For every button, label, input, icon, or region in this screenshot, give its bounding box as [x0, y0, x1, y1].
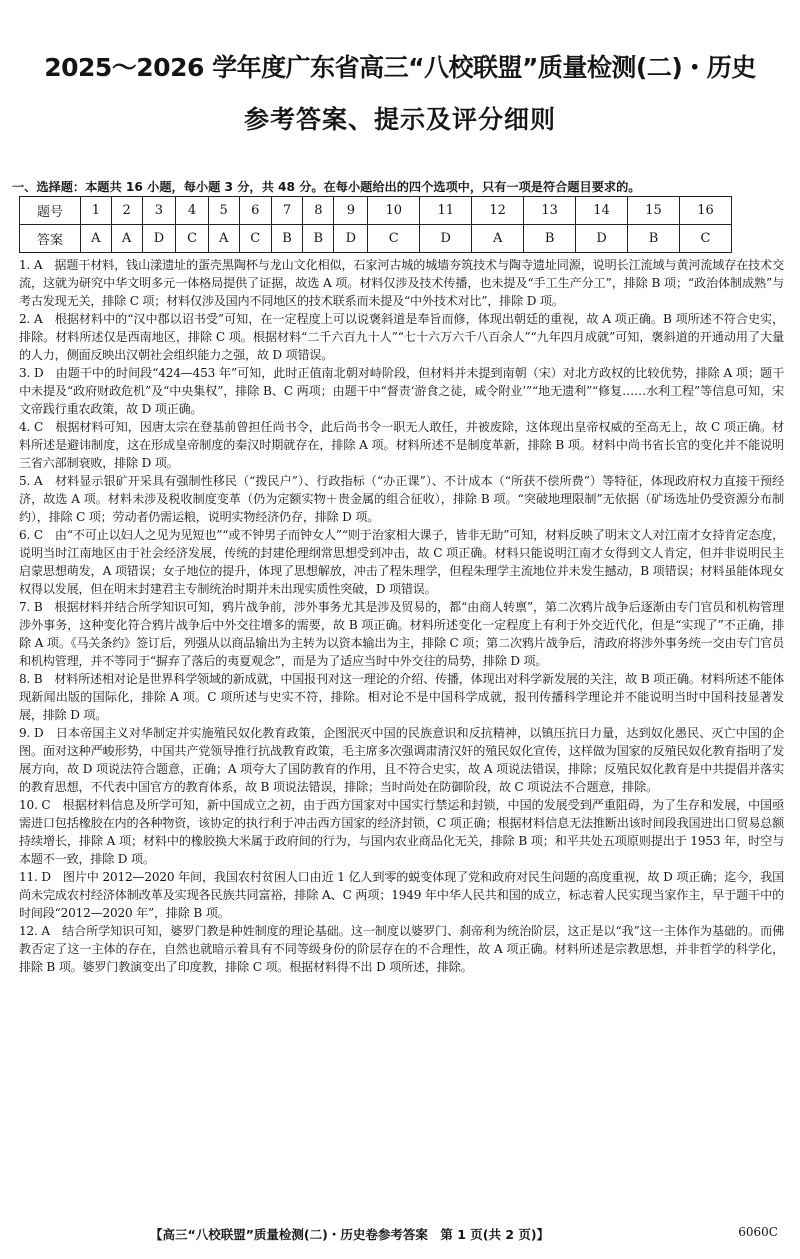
- answer-table-number-row: [20, 197, 732, 225]
- question-number: 16: [679, 197, 731, 225]
- answer-letter: C: [368, 225, 420, 253]
- answer-letter: C: [176, 225, 208, 253]
- question-number: 7: [271, 197, 302, 225]
- question-number: 10: [368, 197, 420, 225]
- question-number: 12: [472, 197, 524, 225]
- page-subtitle: 参考答案、提示及评分细则: [243, 105, 556, 134]
- explanation-item: 8. B 材料所述相对论是世界科学领域的新成就，中国报刊对这一理论的介绍、传播，体现出对科学新发展的关注，故 B 项正确。材料所述不能体现新闻出版的国际化，排除 A 项。C 项所述与史实不符，排除。相对论不是中国科学成就，报刊传播科学理论并不能说明当时中国科技显著发展，排除 D 项。: [19, 672, 784, 722]
- answer-letter: C: [239, 225, 271, 253]
- answer-letter: A: [81, 225, 112, 253]
- explanation-item: 4. C 根据材料可知，因唐太宗在登基前曾担任尚书令，此后尚书令一职无人敢任，并被废除，这体现出皇帝权威的至高无上，故 C 项正确。材料所述是避讳制度，这在形成皇帝制度的秦汉时期就存在，排除 A 项。材料所述不是制度革新，排除 B 项。材料中尚书省长官的变化并不能说明三省六部制衰败，排除 D 项。: [19, 420, 784, 470]
- explanation-item: 10. C 根据材料信息及所学可知，新中国成立之初，由于西方国家对中国实行禁运和封锁，中国的发展受到严重阻碍，为了生存和发展，中国亟需进口包括橡胶在内的各种物资，该协定的执行利于冲击西方国家的经济封锁，C 项正确；根据材料信息无法推断出该时间段我国进出口贸易总额持续增长，排除 A 项；材料中的橡胶换大米属于政府间的行为，与国内农业商品化无关，排除 B 项；和平共处五项原则提出于 1953 年，时空与本题不一致，排除 D 项。: [19, 798, 784, 866]
- page-title: 2025～2026 学年度广东省高三“八校联盟”质量检测(二)・历史: [44, 53, 756, 82]
- answer-table: [19, 196, 732, 253]
- question-number: 15: [628, 197, 680, 225]
- answer-letter: B: [524, 225, 576, 253]
- question-number: 14: [576, 197, 628, 225]
- answer-letter: D: [142, 225, 176, 253]
- answer-letter: A: [208, 225, 239, 253]
- answer-letter: B: [628, 225, 680, 253]
- explanation-item: 1. A 据题干材料，钱山漾遗址的蛋壳黑陶杯与龙山文化相似，石家河古城的城墙夯筑技术与陶寺遗址同源，说明长江流域与黄河流域存在技术交流，这就为研究中华文明多元一体格局提供了证据，故选 A 项。材料仅涉及技术传播，也未提及“手工生产分工”，排除 B 项；“政治体制成熟”与考古发现无关，排除 C 项；材料仅涉及国内不同地区的技术联系而未提及“中外技术对比”，排除 D 项。: [19, 258, 784, 308]
- question-number: 5: [208, 197, 239, 225]
- section-heading: 一、选择题：本题共 16 小题，每小题 3 分，共 48 分。在每小题给出的四个选项中，只有一项是符合题目要求的。: [12, 180, 641, 194]
- paper-code: 6060C: [738, 1225, 778, 1239]
- explanations: [19, 256, 784, 976]
- answer-table-answer-row: [20, 225, 732, 253]
- question-number: 11: [420, 197, 472, 225]
- question-number: 4: [176, 197, 208, 225]
- explanation-item: 5. A 材料显示银矿开采具有强制性移民（“拨民户”）、行政指标（“办正课”）、不计成本（“所获不偿所费”）等特征，体现政府权力直接干预经济，故选 A 项。材料未涉及税收制度变革（仍为定额实物＋贵金属的组合征收），排除 B 项。“突破地理限制”无依据（矿场选址仍受资源分布制约），排除 C 项；劳动者仍需运粮，说明实物经济仍存，排除 D 项。: [19, 474, 784, 524]
- row-label-numbers: 题号: [20, 197, 81, 225]
- answer-letter: B: [271, 225, 302, 253]
- answer-letter: D: [420, 225, 472, 253]
- explanation-item: 2. A 根据材料中的“汉中郡以诏书受”可知，在一定程度上可以说褒斜道是奉旨而修，体现出朝廷的重视，故 A 项正确。B 项所述不符合史实，排除。材料所述仅是西南地区，排除 C 项。根据材料“二千六百九十人”“七十六万六千八百余人”“九年四月成就”可知，褒斜道的开通动用了大量的人力，侧面反映出汉朝社会组织能力之强，故 D 项错误。: [19, 312, 784, 362]
- explanation-item: 7. B 根据材料并结合所学知识可知，鸦片战争前，涉外事务尤其是涉及贸易的，都“由商人转禀”，第二次鸦片战争后逐渐由专门官员和机构管理涉外事务，这种变化符合鸦片战争后中外交往增多的需要，故 B 项正确。材料所述变化一定程度上有利于外交近代化，但是“实现了”不正确，排除 A 项。《马关条约》签订后，列强从以商品输出为主转为以资本输出为主，排除 C 项；第二次鸦片战争后，清政府将涉外事务统一交由专门官员和机构管理，并不等同于“摒弃了落后的夷夏观念”，而是为了适应当时中外交往的局势，排除 D 项。: [19, 600, 784, 668]
- question-number: 2: [111, 197, 142, 225]
- row-label-answers: 答案: [20, 225, 81, 253]
- question-number: 8: [303, 197, 334, 225]
- explanation-item: 6. C 由“不可止以妇人之见为见短也”“或不钟男子而钟女人”“则于治家相大课子，皆非无助”可知，材料反映了明末文人对江南才女持肯定态度，说明当时江南地区由于社会经济发展，传统的封建伦理纲常思想受到冲击，故 C 项正确。材料只能说明江南才女得到文人肯定，但并非说明民主启蒙思想萌发，A 项错误；女子地位的提升，体现了思想解放，冲击了程朱理学，但程朱理学主流地位并未发生撼动，B 项错误；材料虽能体现女权得以发展，但在明末封建君主专制统治时期并未出现实质性突破，D 项错误。: [19, 528, 784, 596]
- question-number: 3: [142, 197, 176, 225]
- explanation-item: 12. A 结合所学知识可知，婆罗门教是种姓制度的理论基础。这一制度以婆罗门、刹帝利为统治阶层，这正是以“我”这一主体作为基础的。而佛教否定了这一主体的存在，自然也就暗示着具有不同等级身份的阶层存在的不合理性，故 A 项正确。材料所述是宗教思想，并非哲学的科学化，排除 B 项。婆罗门教演变出了印度教，排除 C 项。根据材料得不出 D 项所述，排除。: [19, 924, 784, 974]
- question-number: 1: [81, 197, 112, 225]
- answer-letter: D: [334, 225, 368, 253]
- answer-letter: D: [576, 225, 628, 253]
- question-number: 6: [239, 197, 271, 225]
- answer-letter: C: [679, 225, 731, 253]
- answer-letter: A: [111, 225, 142, 253]
- explanation-item: 11. D 图片中 2012—2020 年间，我国农村贫困人口由近 1 亿人到零的蜕变体现了党和政府对民生问题的高度重视，故 D 项正确；迄今，我国尚未完成农村经济体制改革及实现各民族共同富裕，排除 A、C 两项；1949 年中华人民共和国的成立，标志着人民实现当家作主，早于题干中的时间段“2012—2020 年”，排除 B 项。: [19, 870, 784, 920]
- answer-letter: A: [472, 225, 524, 253]
- page-footer: 【高三“八校联盟”质量检测(二)・历史卷参考答案 第 1 页(共 2 页)】: [150, 1227, 550, 1242]
- answer-letter: B: [303, 225, 334, 253]
- question-number: 9: [334, 197, 368, 225]
- explanation-item: 3. D 由题干中的时间段“424—453 年”可知，此时正值南北朝对峙阶段，但材料并未提到南朝（宋）对北方政权的比较优势，排除 A 项；题干中未提及“政府财政危机”及“中央集权”，排除 B、C 两项；由题干中“督责‘游食之徒，咸令附业’”“地无遗利”“修复……水利工程”等信息可知，宋文帝践行重农政策，故 D 项正确。: [19, 366, 784, 416]
- question-number: 13: [524, 197, 576, 225]
- explanation-item: 9. D 日本帝国主义对华制定并实施殖民奴化教育政策，企图泯灭中国的民族意识和反抗精神，以镇压抗日力量，达到奴化愚民、灭亡中国的企图。面对这种严峻形势，中国共产党领导推行抗战教育政策，毛主席多次强调肃清汉奸的殖民奴化宣传，这样做为国家的反殖民奴化教育指明了发展方向，故 D 项说法符合题意，正确；A 项夸大了国防教育的作用，且不符合史实，故 A 项说法错误，排除；反殖民奴化教育是中共提倡并落实的教育思想，不代表中国官方的教育体系，故 B 项说法错误，排除；当时尚处在防御阶段，故 C 项说法不合题意，排除。: [19, 726, 784, 794]
